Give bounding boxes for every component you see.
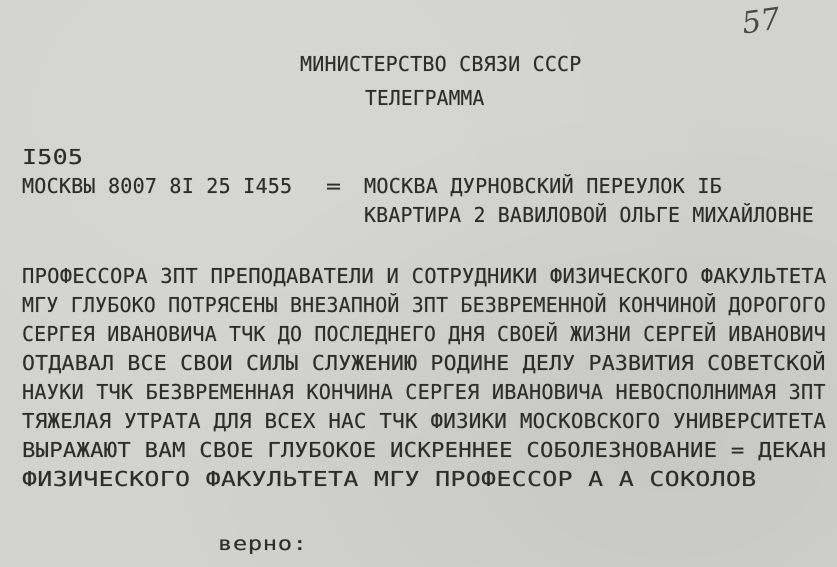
origin-separator: = <box>326 174 342 198</box>
telegram-number: I505 <box>22 145 84 169</box>
body-line: ФИЗИЧЕСКОГО ФАКУЛЬТЕТА МГУ ПРОФЕССОР А А СОКОЛОВ <box>22 467 757 491</box>
certification-label: верно: <box>218 533 308 555</box>
document-type-title: ТЕЛЕГРАММА <box>365 86 485 110</box>
telegram-origin: МОСКВЫ 8007 8I 25 I455 <box>22 174 293 198</box>
body-line: ПРОФЕССОРА ЗПТ ПРЕПОДАВАТЕЛИ И СОТРУДНИКИ ФИЗИЧЕСКОГО ФАКУЛЬТЕТА <box>22 264 827 288</box>
handwritten-page-number: 57 <box>739 1 783 42</box>
ministry-header: МИНИСТЕРСТВО СВЯЗИ СССР <box>300 52 582 76</box>
body-line: НАУКИ ТЧК БЕЗВРЕМЕННАЯ КОНЧИНА СЕРГЕЯ ИВАНОВИЧА НЕВОСПОЛНИМАЯ ЗПТ <box>22 380 826 404</box>
body-line: ТЯЖЕЛАЯ УТРАТА ДЛЯ ВСЕХ НАС ТЧК ФИЗИКИ МОСКОВСКОГО УНИВЕРСИТЕТА <box>22 409 827 433</box>
address-line-1: МОСКВА ДУРНОВСКИЙ ПЕРЕУЛОК IБ <box>364 174 723 198</box>
body-line: ОТДАВАЛ ВСЕ СВОИ СИЛЫ СЛУЖЕНИЮ РОДИНЕ ДЕЛУ РАЗВИТИЯ СОВЕТСКОЙ <box>22 351 826 375</box>
body-line: МГУ ГЛУБОКО ПОТРЯСЕНЫ ВНЕЗАПНОЙ ЗПТ БЕЗВРЕМЕННОЙ КОНЧИНОЙ ДОРОГОГО <box>22 293 826 317</box>
body-line: ВЫРАЖАЮТ ВАМ СВОЕ ГЛУБОКОЕ ИСКРЕННЕЕ СОБОЛЕЗНОВАНИЕ = ДЕКАН <box>22 438 827 462</box>
address-line-2: КВАРТИРА 2 ВАВИЛОВОЙ ОЛЬГЕ МИХАЙЛОВНЕ <box>364 203 814 227</box>
body-line: СЕРГЕЯ ИВАНОВИЧА ТЧК ДО ПОСЛЕДНЕГО ДНЯ СВОЕЙ ЖИЗНИ СЕРГЕЙ ИВАНОВИЧ <box>22 322 826 346</box>
